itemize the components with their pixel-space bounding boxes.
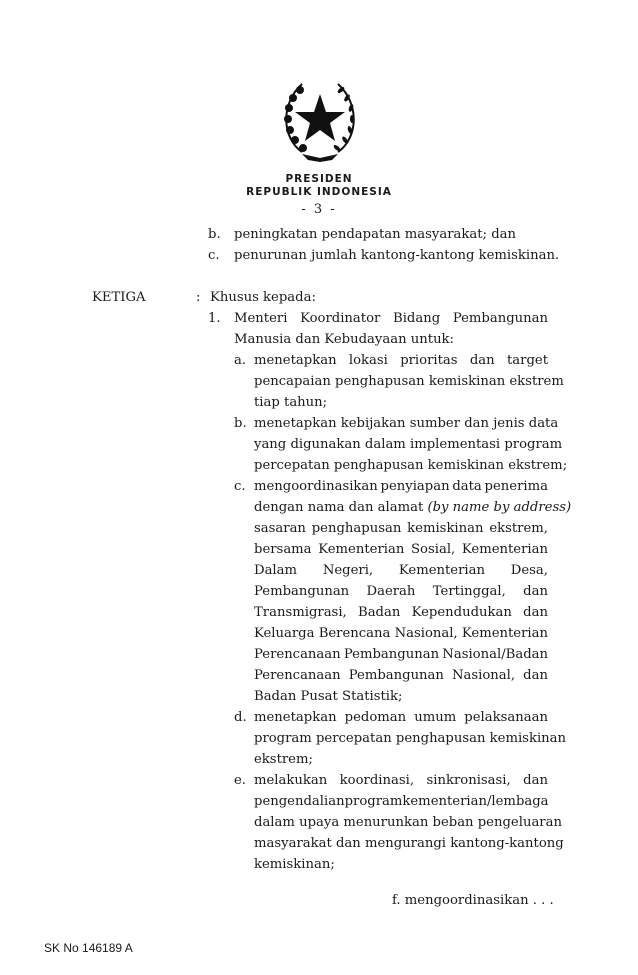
header-title: PRESIDEN bbox=[285, 173, 353, 185]
list-marker: e. bbox=[234, 773, 246, 788]
section-intro: Khusus kepada: bbox=[210, 290, 316, 305]
sub-e-line2: pengendalian program kementerian/lembaga bbox=[254, 794, 549, 809]
list-item: penurunan jumlah kantong-kantong kemiskinan. bbox=[234, 248, 560, 263]
sub-c-line8: Keluarga Berencana Nasional, Kementerian bbox=[254, 626, 548, 641]
continuation-text: f. mengoordinasikan . . . bbox=[392, 893, 554, 908]
sub-c-line1: mengoordinasikan penyiapan data penerima bbox=[254, 479, 548, 494]
sub-d-line1: menetapkan pedoman umum pelaksanaan bbox=[254, 710, 548, 725]
list-marker: d. bbox=[234, 710, 247, 725]
list-marker: c. bbox=[234, 479, 246, 494]
presidential-emblem bbox=[272, 74, 368, 164]
sub-d-line3: ekstrem; bbox=[254, 752, 313, 767]
header-subtitle: REPUBLIK INDONESIA bbox=[246, 186, 392, 198]
list-marker: b. bbox=[234, 416, 247, 431]
sub-c-line9: Perencanaan Pembangunan Nasional/Badan bbox=[254, 647, 548, 662]
sub-c-line4: bersama Kementerian Sosial, Kementerian bbox=[254, 542, 548, 557]
sub-c-line5: Dalam Negeri, Kementerian Desa, bbox=[254, 563, 548, 578]
sub-b-line3: percepatan penghapusan kemiskinan ekstrem; bbox=[254, 458, 568, 473]
italic-phrase: (by name by address) bbox=[427, 500, 572, 515]
item1-line2: Manusia dan Kebudayaan untuk: bbox=[234, 332, 454, 347]
sub-d-line2: program percepatan penghapusan kemiskinan bbox=[254, 731, 567, 746]
sub-b-line1: menetapkan kebijakan sumber dan jenis data bbox=[254, 416, 559, 431]
sub-a-line3: tiap tahun; bbox=[254, 395, 328, 410]
sub-a-line1: menetapkan lokasi prioritas dan target bbox=[254, 353, 548, 368]
sub-a-line2: pencapaian penghapusan kemiskinan ekstrem bbox=[254, 374, 564, 389]
sub-c-line10: Perencanaan Pembangunan Nasional, dan bbox=[254, 668, 548, 683]
sub-c-line11: Badan Pusat Statistik; bbox=[254, 689, 403, 704]
sub-c-line2: dengan nama dan alamat (by name by address) bbox=[254, 500, 572, 515]
list-item: peningkatan pendapatan masyarakat; dan bbox=[234, 227, 516, 242]
sub-e-line3: dalam upaya menurunkan beban pengeluaran bbox=[254, 815, 562, 830]
footer-code: SK No 146189 A bbox=[44, 941, 133, 955]
sub-c-line3: sasaran penghapusan kemiskinan ekstrem, bbox=[254, 521, 548, 536]
section-colon: : bbox=[196, 290, 201, 305]
list-marker: 1. bbox=[208, 311, 221, 326]
item1-line1: Menteri Koordinator Bidang Pembangunan bbox=[234, 311, 548, 326]
sub-c-line6: Pembangunan Daerah Tertinggal, dan bbox=[254, 584, 548, 599]
sub-e-line1: melakukan koordinasi, sinkronisasi, dan bbox=[254, 773, 548, 788]
list-marker: c. bbox=[208, 248, 220, 263]
sub-b-line2: yang digunakan dalam implementasi program bbox=[254, 437, 563, 452]
sub-e-line5: kemiskinan; bbox=[254, 857, 335, 872]
sub-c-line7: Transmigrasi, Badan Kependudukan dan bbox=[254, 605, 548, 620]
list-marker: b. bbox=[208, 227, 221, 242]
section-label: KETIGA bbox=[92, 290, 146, 305]
list-marker: a. bbox=[234, 353, 247, 368]
page-number: - 3 - bbox=[301, 202, 337, 217]
sub-e-line4: masyarakat dan mengurangi kantong-kantong bbox=[254, 836, 564, 851]
